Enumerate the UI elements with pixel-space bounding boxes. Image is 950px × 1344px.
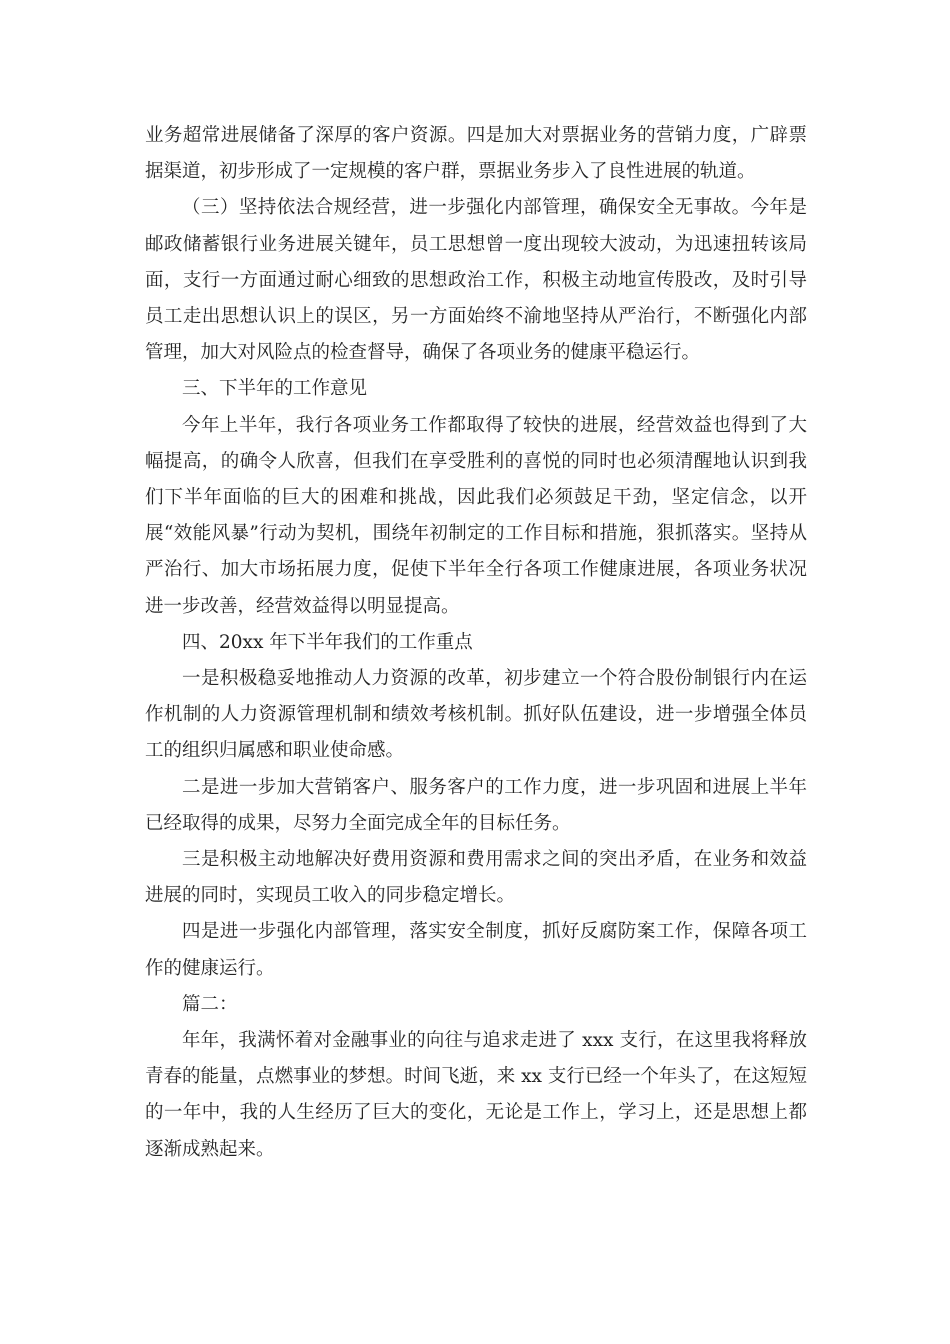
- paragraph-part-two-intro: 年年，我满怀着对金融事业的向往与追求走进了 xxx 支行，在这里我将释放青春的能量，点燃事业的梦想。时间飞逝，来 xx 支行已经一个年头了，在这短短的一年中，我的人生经历了巨大的变化，无论是工作上，学习上，还是思想上都逐渐成熟起来。: [145, 1030, 807, 1160]
- paragraph-first-half-summary: 今年上半年，我行各项业务工作都取得了较快的进展，经营效益也得到了大幅提高，的确令人欣喜，但我们在享受胜利的喜悦的同时也必须清醒地认识到我们下半年面临的巨大的困难和挑战，因此我们必须鼓足干劲，坚定信念，以开展“效能风暴”行动为契机，围绕年初制定的工作目标和措施，狠抓落实。坚持从严治行、加大市场拓展力度，促使下半年全行各项工作健康进展，各项业务状况进一步改善，经营效益得以明显提高。: [145, 414, 807, 617]
- paragraph-focus-marketing: 二是进一步加大营销客户、服务客户的工作力度，进一步巩固和进展上半年已经取得的成果，尽努力全面完成全年的目标任务。: [145, 776, 807, 834]
- paragraph-focus-costs: 三是积极主动地解决好费用资源和费用需求之间的突出矛盾，在业务和效益进展的同时，实现员工收入的同步稳定增长。: [145, 849, 807, 907]
- paragraph-compliance: （三）坚持依法合规经营，进一步强化内部管理，确保安全无事故。今年是邮政储蓄银行业务进展关键年，员工思想曾一度出现较大波动，为迅速扭转该局面，支行一方面通过耐心细致的思想政治工作，积极主动地宣传股改，及时引导员工走出思想认识上的误区，另一方面始终不渝地坚持从严治行，不断强化内部管理，加大对风险点的检查督导，确保了各项业务的健康平稳运行。: [145, 197, 807, 364]
- section-heading-work-focus: 四、20xx 年下半年我们的工作重点: [182, 631, 473, 653]
- paragraph-focus-management: 四是进一步强化内部管理，落实安全制度，抓好反腐防案工作，保障各项工作的健康运行。: [145, 921, 807, 979]
- section-heading-second-half-opinions: 三、下半年的工作意见: [182, 378, 368, 400]
- document-body: [145, 118, 807, 1168]
- paragraph-focus-hr: 一是积极稳妥地推动人力资源的改革，初步建立一个符合股份制银行内在运作机制的人力资源管理机制和绩效考核机制。抓好队伍建设，进一步增强全体员工的组织归属感和职业使命感。: [145, 668, 807, 762]
- paragraph-continuation: 业务超常进展储备了深厚的客户资源。四是加大对票据业务的营销力度，广辟票据渠道，初步形成了一定规模的客户群，票据业务步入了良性进展的轨道。: [145, 125, 807, 183]
- section-heading-part-two: 篇二：: [182, 993, 238, 1015]
